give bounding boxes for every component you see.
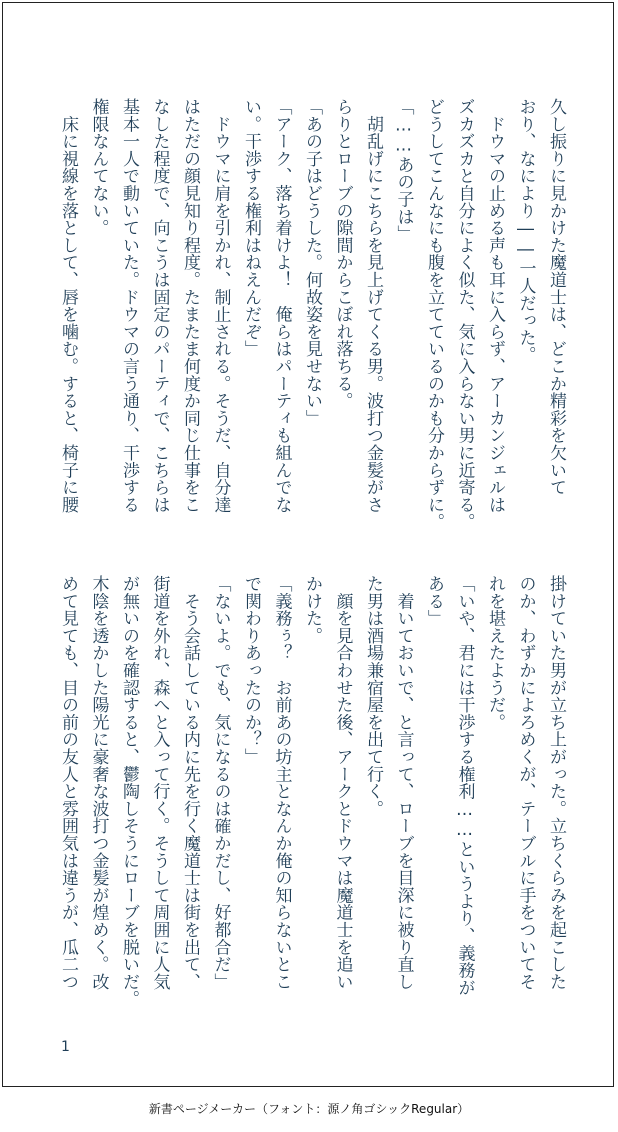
- text-line: 床に視線を落として、唇を噛む。すると、椅子に腰: [58, 98, 78, 514]
- text-line: 「アーク、落ち着けよ！ 俺らはパーティも組んでな: [271, 98, 292, 514]
- text-line: ある」: [424, 575, 444, 627]
- page-number: 1: [61, 1039, 70, 1055]
- text-line: ズカズカと自分によく似た、気に入らない男に近寄る。: [454, 98, 475, 531]
- text-line: い。干渉する権利はねえんだぞ」: [241, 98, 261, 358]
- text-line: おり、なにより――一人だった。: [515, 98, 536, 364]
- text-line: 掛けていた男が立ち上がった。立ちくらみを起こした: [546, 575, 566, 991]
- footer-credit: 新書ページメーカー（フォント：源ノ角ゴシックRegular）: [148, 1102, 470, 1116]
- text-line: 胡乱げにこちらを見上げてくる男。波打つ金髪がさ: [363, 98, 383, 514]
- text-line: どうしてこんなにも腹を立てているのかも分からずに。: [424, 98, 444, 531]
- text-line: た男は酒場兼宿屋を出て行く。: [363, 575, 383, 818]
- text-line: 木陰を透かした陽光に豪奢な波打つ金髪が煌めく。改: [88, 575, 109, 991]
- text-line: はただの顔見知り程度。たまたま何度か同じ仕事をこ: [180, 98, 200, 514]
- text-block-top: [53, 98, 572, 538]
- book-page: [2, 2, 614, 1087]
- text-line: 着いておいで、と言って、ローブを目深に被り直し: [393, 575, 414, 991]
- text-line: 「あの子はどうした。何故姿を見せない」: [302, 98, 322, 427]
- text-line: 街道を外れ、森へと入って行く。そうして周囲に人気: [149, 575, 170, 991]
- text-line: 顔を見合わせた後、アークとドウマは魔道士を追い: [332, 575, 353, 991]
- text-line: 基本一人で動いていた。ドウマの言う通り、干渉する: [119, 98, 139, 514]
- text-line: 権限なんてない。: [88, 98, 109, 237]
- text-line: ドウマに肩を引かれ、制止される。そうだ、自分達: [210, 98, 231, 514]
- text-line: 「義務ぅ？ お前あの坊主となんか俺の知らないとこ: [271, 575, 292, 991]
- text-line: 「ないよ。でも、気になるのは確かだし、好都合だ」: [210, 575, 231, 991]
- text-line: で関わりあったのか？」: [241, 575, 261, 766]
- text-block-bottom: [53, 575, 572, 1015]
- text-line: 「……あの子は」: [393, 98, 414, 243]
- text-line: めて見ても、目の前の友人と雰囲気は違うが、瓜二つ: [58, 575, 78, 991]
- text-line: れを堪えたようだ。: [485, 575, 505, 731]
- text-line: なした程度で、向こうは固定のパーティで、こちらは: [149, 98, 170, 514]
- text-line: のか、わずかによろめくが、テーブルに手をついてそ: [515, 575, 536, 991]
- text-line: かけた。: [302, 575, 322, 645]
- text-line: そう会話している内に先を行く魔道士は街を出て、: [180, 575, 200, 991]
- text-line: 「いや、君には干渉する権利……というより、義務が: [454, 575, 475, 997]
- text-line: 久し振りに見かけた魔道士は、どこか精彩を欠いて: [546, 98, 566, 496]
- text-line: が無いのを確認すると、鬱陶しそうにローブを脱いだ。: [119, 575, 139, 1008]
- text-line: ドウマの止める声も耳に入らず、アーカンジェルは: [485, 98, 505, 514]
- text-line: らりとローブの隙間からこぼれ落ちる。: [332, 98, 353, 410]
